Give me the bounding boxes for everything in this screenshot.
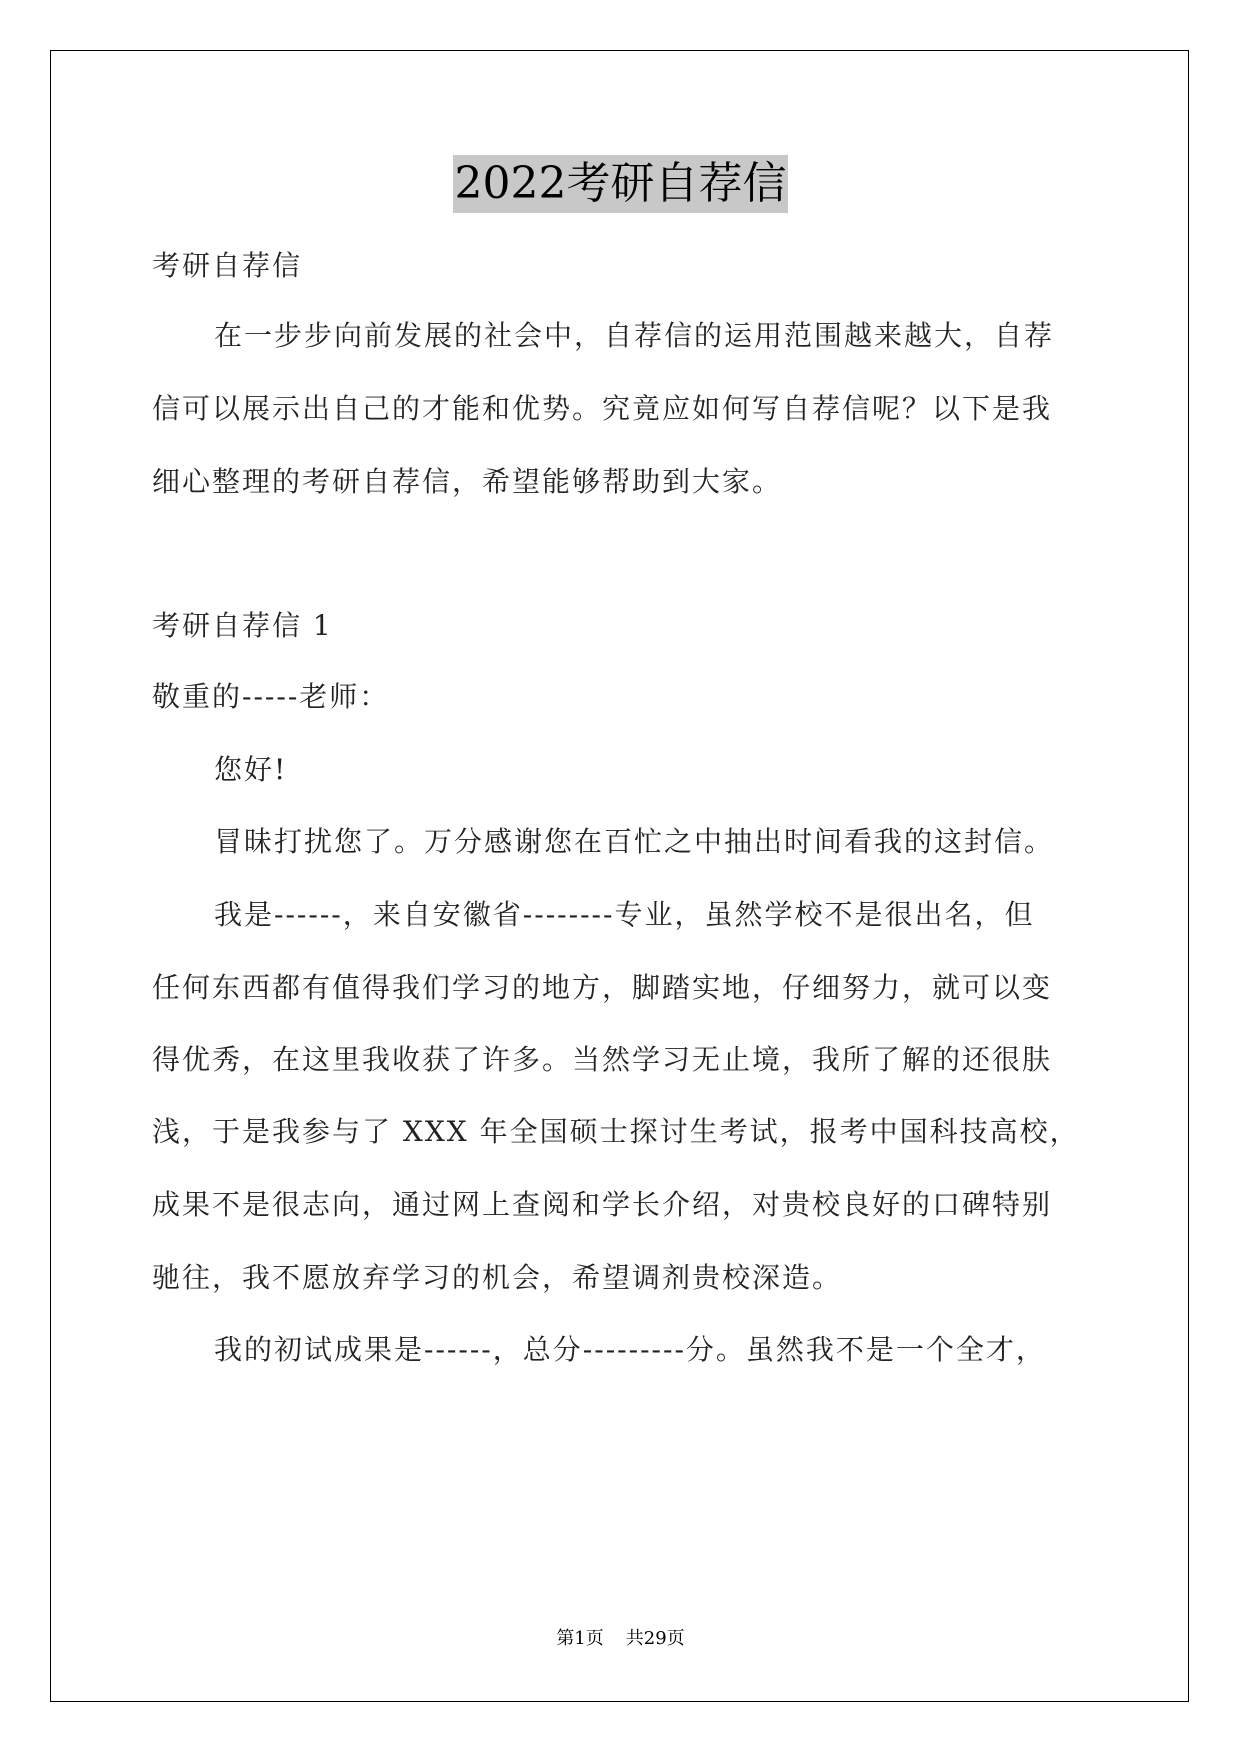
page-border <box>50 50 1189 1702</box>
paragraph-line: 冒昧打扰您了。万分感谢您在百忙之中抽出时间看我的这封信。 <box>214 825 1055 858</box>
salutation-line: 敬重的-----老师： <box>152 680 390 713</box>
paragraph-line: 我的初试成果是------，总分---------分。虽然我不是一个全才， <box>214 1333 1046 1366</box>
page-number: 第1页 <box>556 1628 604 1649</box>
paragraph-line: 细心整理的考研自荐信，希望能够帮助到大家。 <box>152 465 783 498</box>
paragraph-line: 在一步步向前发展的社会中，自荐信的运用范围越来越大，自荐 <box>214 319 1055 352</box>
paragraph-line: 信可以展示出自己的才能和优势。究竟应如何写自荐信呢？以下是我 <box>152 392 1053 425</box>
page-footer <box>0 1624 1241 1650</box>
heading-line: 考研自荐信 <box>152 249 303 282</box>
document-title: 2022考研自荐信 <box>453 155 789 213</box>
greeting-line: 您好! <box>214 753 288 786</box>
paragraph-line: 任何东西都有值得我们学习的地方，脚踏实地，仔细努力，就可以变 <box>152 971 1053 1004</box>
title-container <box>0 155 1241 213</box>
paragraph-line: 得优秀，在这里我收获了许多。当然学习无止境，我所了解的还很肤 <box>152 1043 1053 1076</box>
paragraph-line: 我是------，来自安徽省--------专业，虽然学校不是很出名，但 <box>214 898 1035 931</box>
paragraph-line: 浅，于是我参与了 XXX 年全国硕士探讨生考试，报考中国科技高校， <box>152 1115 1080 1148</box>
page-total: 共29页 <box>625 1628 685 1649</box>
section-heading: 考研自荐信 1 <box>152 609 333 642</box>
paragraph-line: 驰往，我不愿放弃学习的机会，希望调剂贵校深造。 <box>152 1261 843 1294</box>
paragraph-line: 成果不是很志向，通过网上查阅和学长介绍，对贵校良好的口碑特别 <box>152 1188 1053 1221</box>
